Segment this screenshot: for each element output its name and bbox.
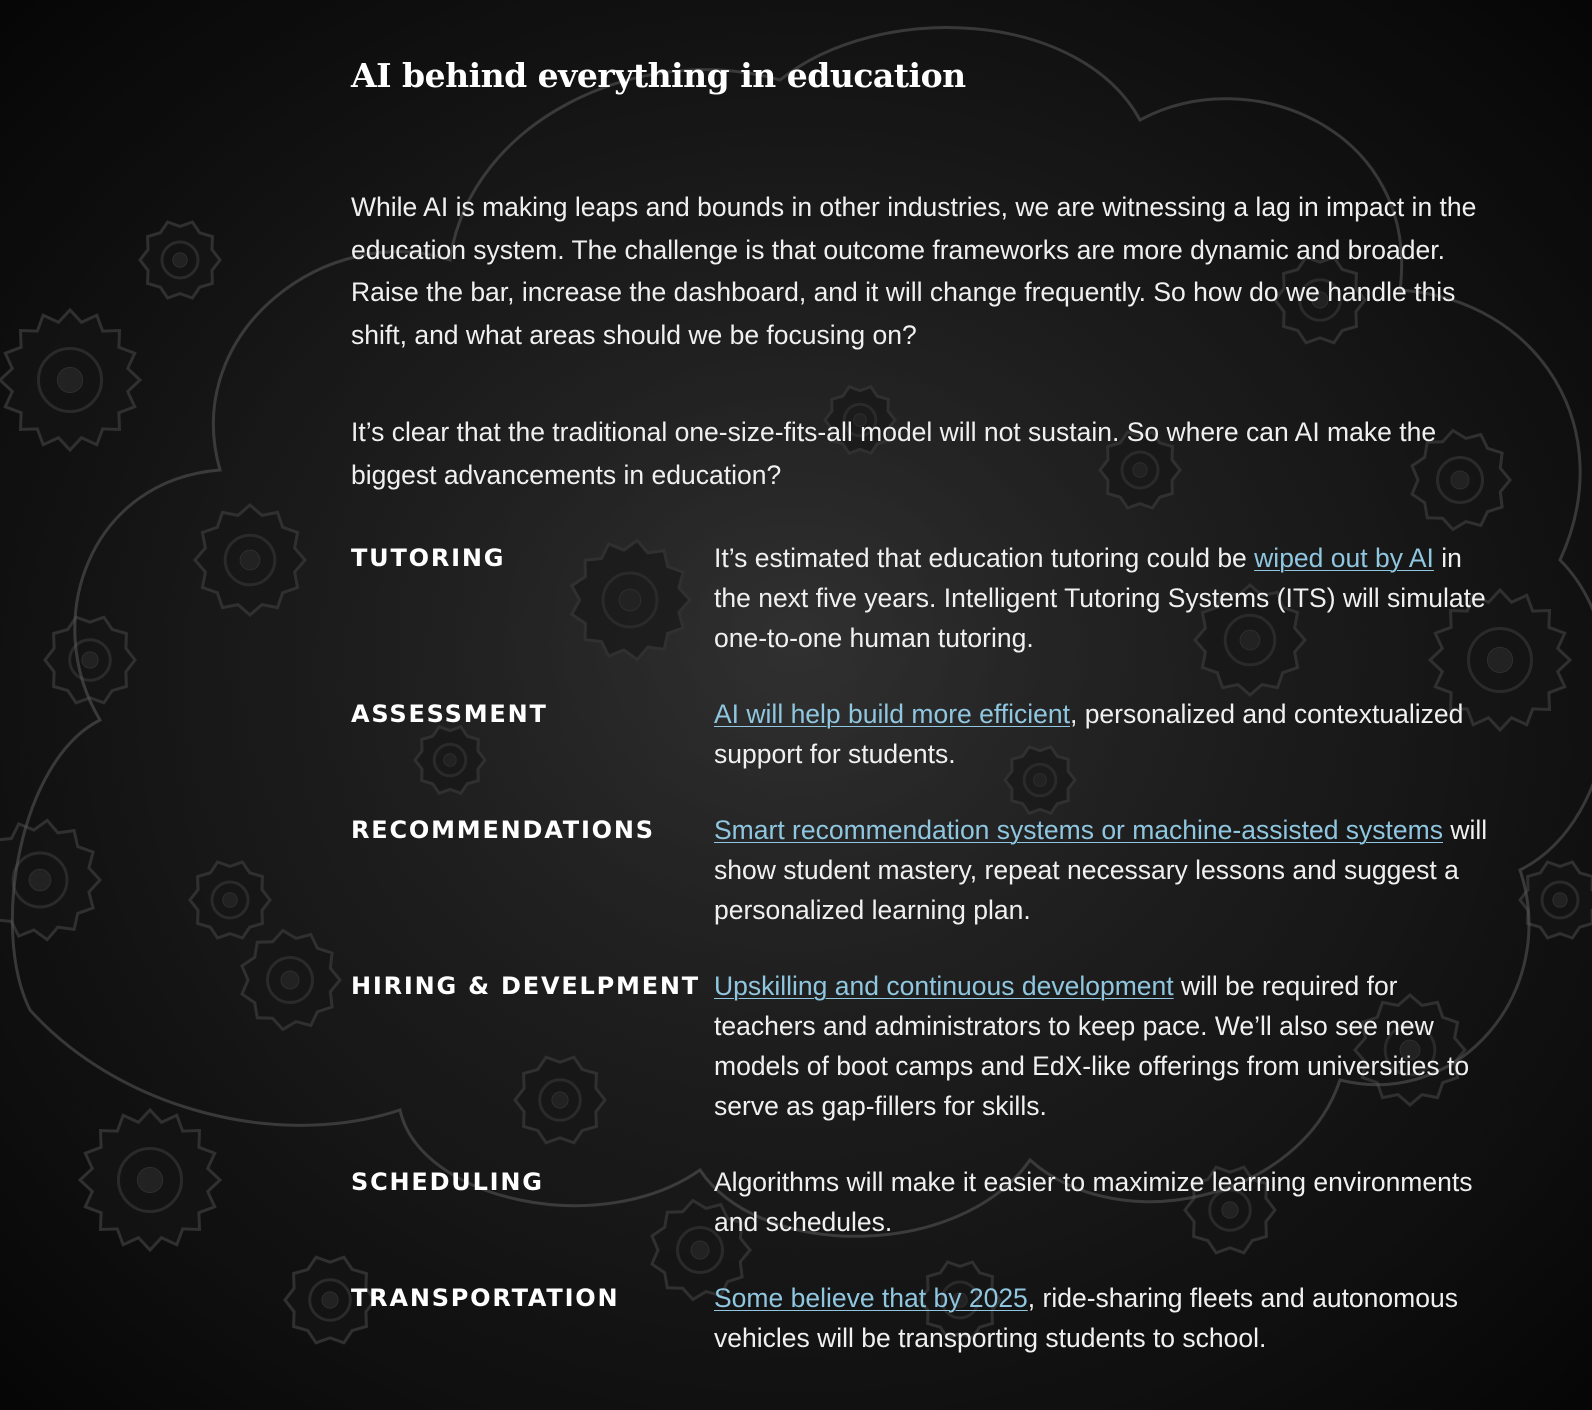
area-description xyxy=(714,810,1504,930)
area-label: ASSESSMENT xyxy=(351,700,548,728)
area-description xyxy=(714,966,1504,1126)
area-label: SCHEDULING xyxy=(351,1168,544,1196)
area-text-before: It’s estimated that education tutoring could be xyxy=(714,543,1255,573)
area-label: RECOMMENDATIONS xyxy=(351,816,655,844)
article-title: AI behind everything in education xyxy=(351,56,966,95)
area-text-after: in the next five years. Intelligent Tutoring Systems (ITS) will simulate one-to-one human tutoring. xyxy=(714,543,1486,653)
intro-paragraph: While AI is making leaps and bounds in other industries, we are witnessing a lag in impact in the education system. The challenge is that outcome frameworks are more dynamic and broader. Raise the bar, increase the dashboard, and it will change frequently. So how do we handle this shift, and what areas should we be focusing on? xyxy=(351,192,1477,350)
some-believe-2025-link[interactable]: Some believe that by 2025 xyxy=(714,1283,1028,1313)
gear-icon xyxy=(80,1110,220,1250)
ai-efficient-link[interactable]: AI will help build more efficient xyxy=(714,699,1070,729)
wiped-out-by-ai-link[interactable]: wiped out by AI xyxy=(1254,543,1434,573)
area-description xyxy=(714,694,1504,774)
area-text-after: will be required for teachers and administrators to keep pace. We’ll also see new models of boot camps and EdX-like offerings from universities to serve as gap-fillers for skills. xyxy=(714,971,1470,1121)
area-label: HIRING & DEVELPMENT xyxy=(351,972,700,1000)
gear-icon xyxy=(0,310,140,450)
area-text-after: will show student mastery, repeat necessary lessons and suggest a personalized learning plan. xyxy=(714,815,1488,925)
area-text-after: , personalized and contextualized support for students. xyxy=(714,699,1464,769)
area-description xyxy=(714,1278,1504,1358)
area-text-before: Algorithms will make it easier to maximize learning environments and schedules. xyxy=(714,1167,1473,1237)
area-label: TUTORING xyxy=(351,544,506,572)
question-paragraph: It’s clear that the traditional one-size-fits-all model will not sustain. So where can AI make the biggest advancements in education? xyxy=(351,417,1437,490)
smart-recommendation-link[interactable]: Smart recommendation systems or machine-assisted systems xyxy=(714,815,1443,845)
area-text-after: , ride-sharing fleets and autonomous vehicles will be transporting students to school. xyxy=(714,1283,1458,1353)
area-label: TRANSPORTATION xyxy=(351,1284,620,1312)
upskilling-link[interactable]: Upskilling and continuous development xyxy=(714,971,1174,1001)
area-description xyxy=(714,538,1504,658)
area-description xyxy=(714,1162,1504,1242)
